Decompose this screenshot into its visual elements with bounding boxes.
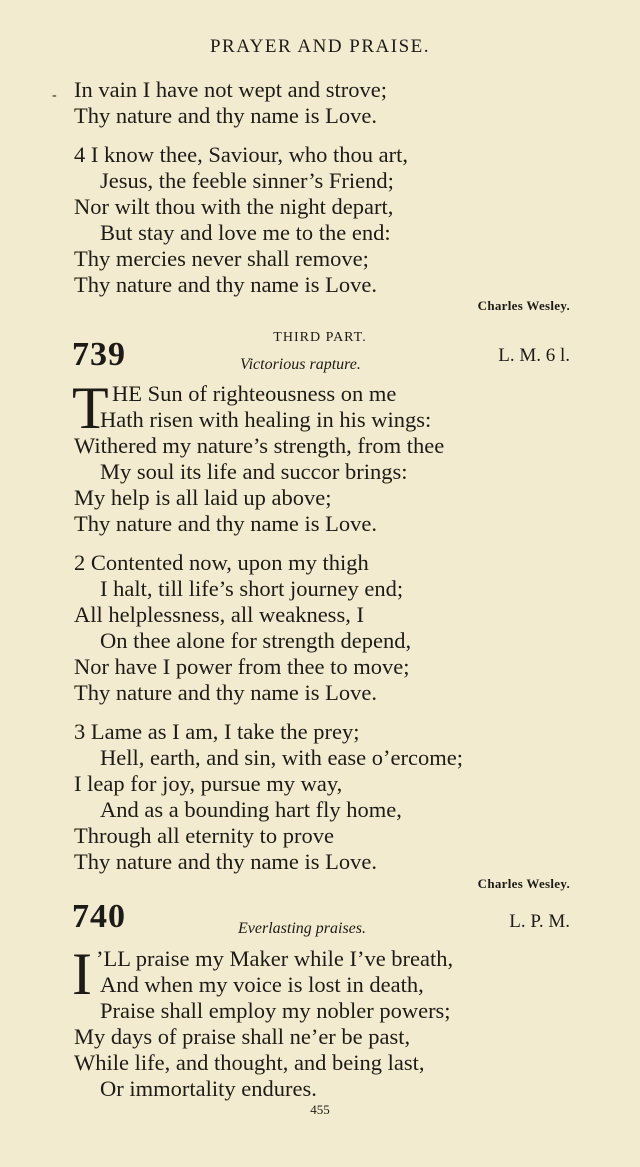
verse-line: My days of praise shall ne’er be past, (74, 1024, 411, 1049)
verse-line: All helplessness, all weakness, I (74, 602, 364, 627)
hymn-meter: L. P. M. (509, 911, 570, 932)
verse-line: Hell, earth, and sin, with ease o’ercome; (100, 745, 463, 770)
verse-line: Thy nature and thy name is Love. (74, 849, 378, 874)
part-heading: THIRD PART. (273, 330, 367, 345)
verse-line: Thy nature and thy name is Love. (74, 272, 378, 297)
hymn-topic: Everlasting praises. (238, 920, 366, 937)
drop-cap: T (72, 375, 109, 441)
verse-line: My soul its life and succor brings: (100, 459, 408, 484)
page-number: 455 (310, 1102, 330, 1117)
verse-line: ’LL praise my Maker while I’ve breath, (96, 946, 454, 971)
author-attribution: Charles Wesley. (477, 876, 570, 891)
verse-line: Withered my nature’s strength, from thee (74, 433, 445, 458)
hymn-meter: L. M. 6 l. (498, 345, 570, 366)
verse-line: HE Sun of righteousness on me (112, 381, 397, 406)
verse-line: And when my voice is lost in death, (100, 972, 424, 997)
margin-mark: - (52, 88, 57, 103)
running-header: PRAYER AND PRAISE. (209, 36, 431, 57)
verse-line: I leap for joy, pursue my way, (74, 771, 343, 796)
verse-line: Nor wilt thou with the night depart, (74, 194, 394, 219)
verse-line: 2 Contented now, upon my thigh (74, 550, 369, 575)
hymn-topic: Victorious rapture. (240, 356, 361, 373)
drop-cap: I (72, 941, 92, 1007)
verse-line: Hath risen with healing in his wings: (100, 407, 432, 432)
verse-line: Nor have I power from thee to move; (74, 654, 410, 679)
verse-line: 3 Lame as I am, I take the prey; (74, 719, 360, 744)
verse-line: While life, and thought, and being last, (74, 1050, 425, 1075)
verse-line: 4 I know thee, Saviour, who thou art, (74, 142, 409, 167)
verse-line: Through all eternity to prove (74, 823, 334, 848)
verse-line: Thy nature and thy name is Love. (74, 680, 378, 705)
verse-line: Thy mercies never shall remove; (74, 246, 369, 271)
verse-line: Or immortality endures. (100, 1076, 317, 1101)
verse-line: My help is all laid up above; (74, 485, 332, 510)
author-attribution: Charles Wesley. (477, 298, 570, 313)
verse-line: Praise shall employ my nobler powers; (100, 998, 451, 1023)
verse-line: Thy nature and thy name is Love. (74, 511, 378, 536)
verse-line: Jesus, the feeble sinner’s Friend; (100, 168, 394, 193)
verse-line: I halt, till life’s short journey end; (100, 576, 404, 601)
hymn-number: 740 (72, 898, 126, 935)
verse-line: But stay and love me to the end: (100, 220, 391, 245)
verse-line: Thy nature and thy name is Love. (74, 103, 378, 128)
verse-line: And as a bounding hart fly home, (100, 797, 402, 822)
verse-line: In vain I have not wept and strove; (74, 77, 388, 102)
verse-line: On thee alone for strength depend, (100, 628, 412, 653)
hymn-number: 739 (72, 336, 126, 373)
